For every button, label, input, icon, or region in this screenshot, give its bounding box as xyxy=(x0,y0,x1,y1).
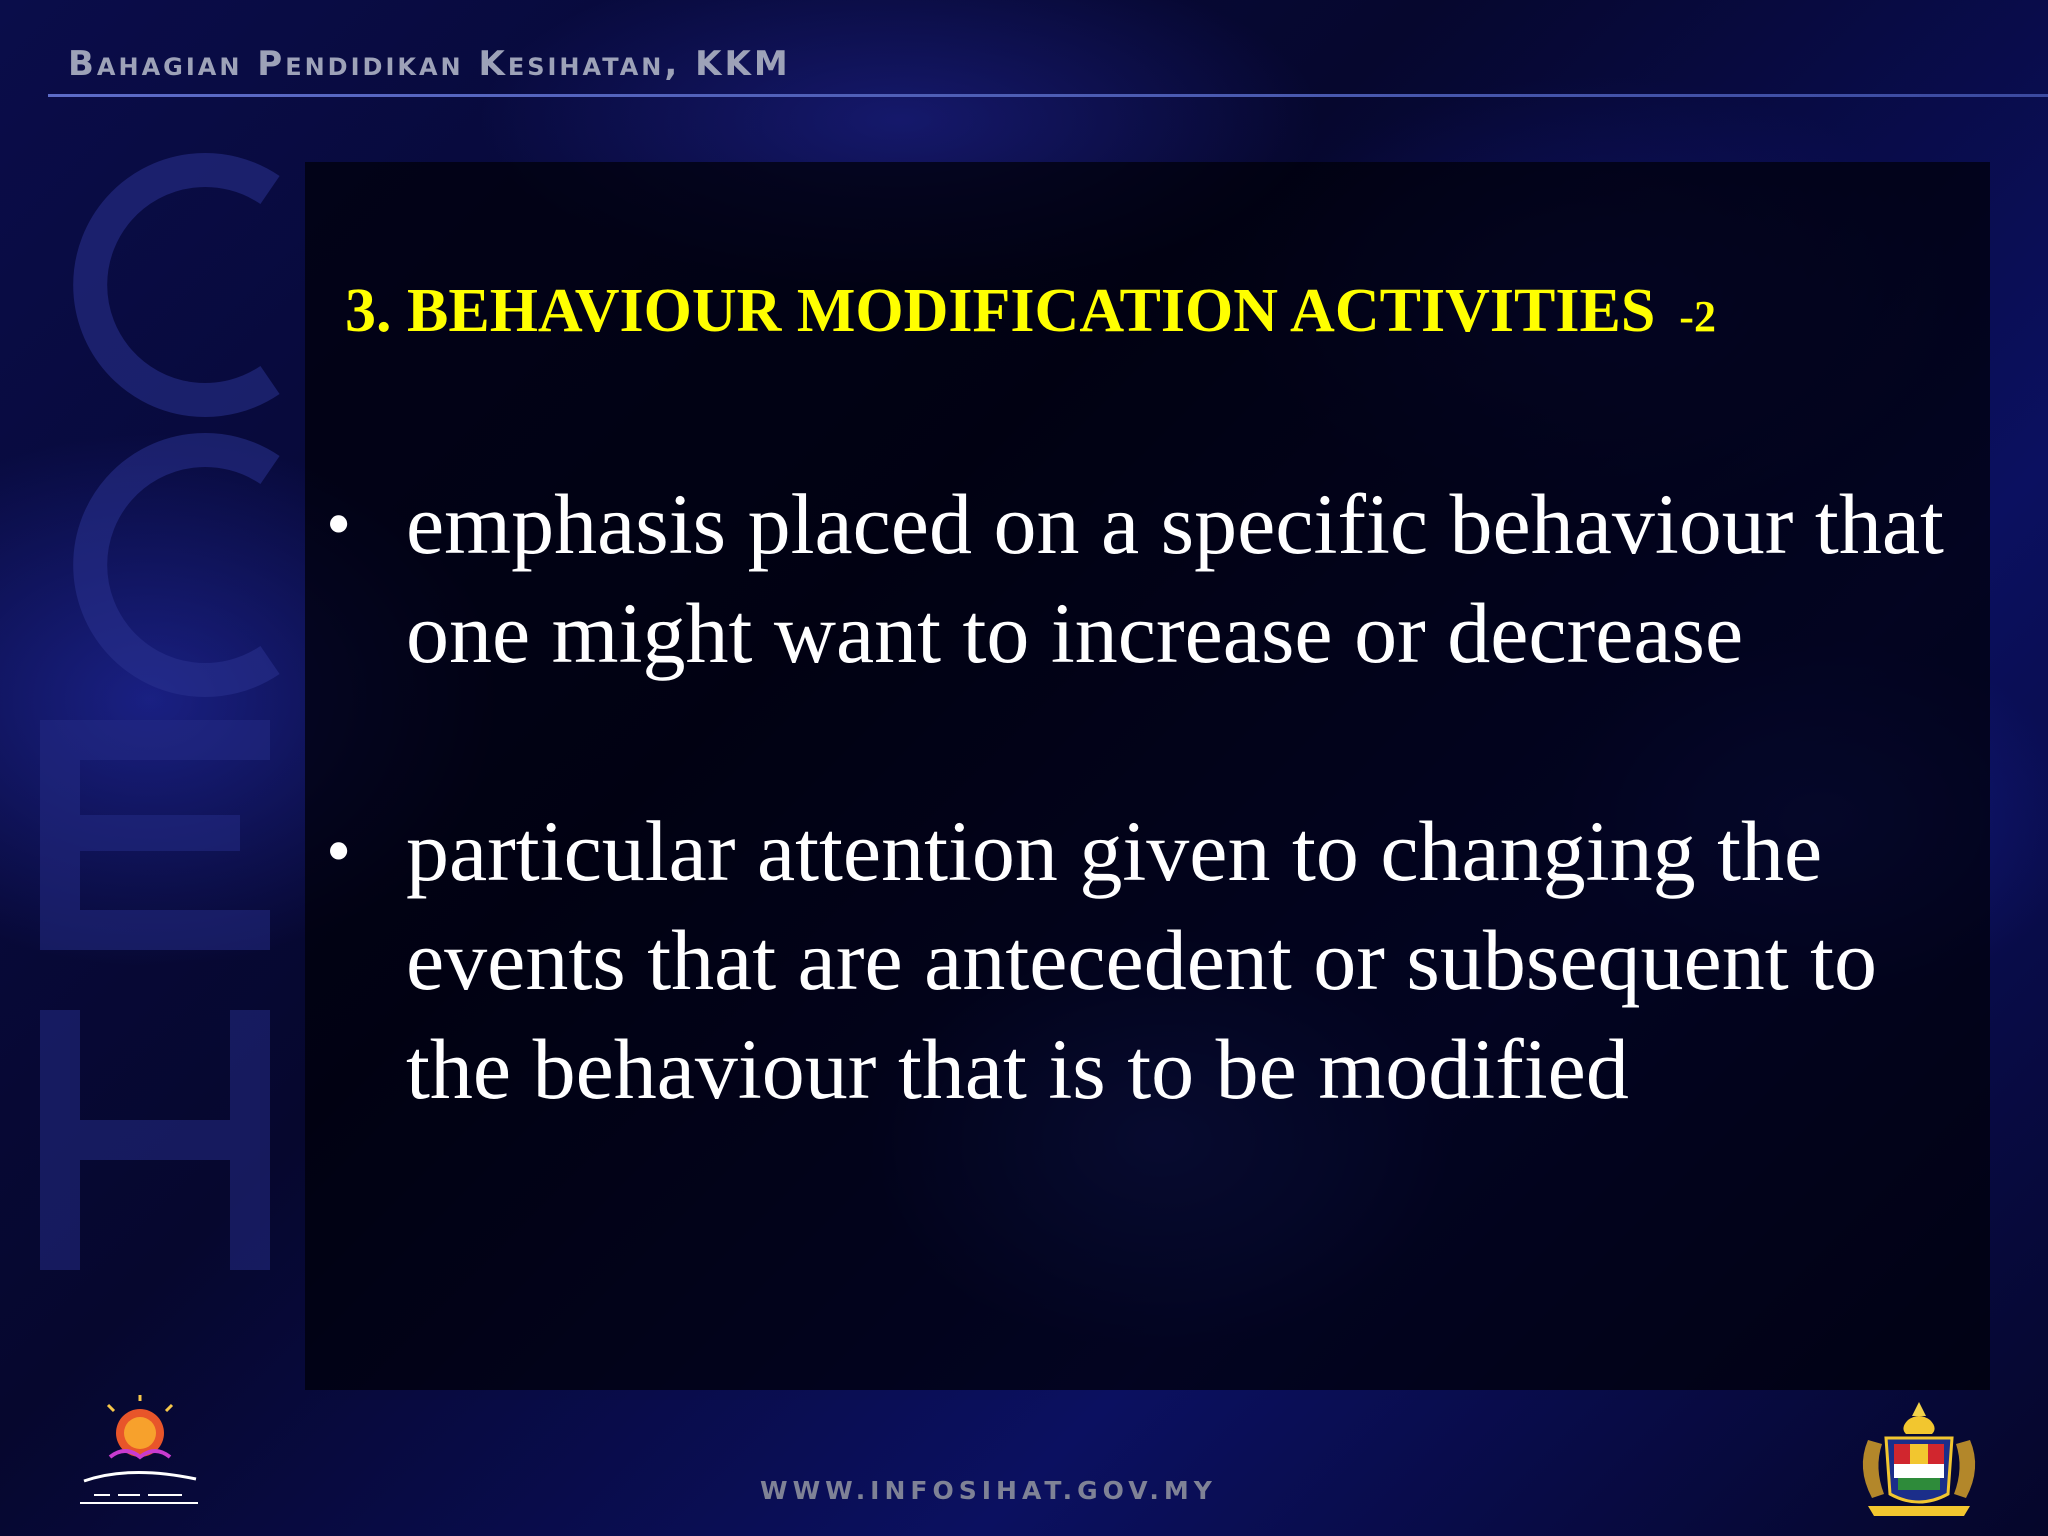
slide-title xyxy=(345,276,1716,347)
malaysia-coat-of-arms-icon xyxy=(1848,1398,1990,1520)
bullet-item xyxy=(326,797,1966,1124)
bullet-item xyxy=(326,470,1966,688)
bullet-text: emphasis placed on a specific behaviour that one might want to increase or decrease xyxy=(406,476,1944,681)
hecc-watermark-icon xyxy=(20,150,300,1300)
footer-website: WWW.INFOSIHAT.GOV.MY xyxy=(760,1476,1217,1505)
bullet-list xyxy=(326,470,1966,1233)
slide-title-main: 3. BEHAVIOUR MODIFICATION ACTIVITIES xyxy=(345,277,1656,345)
slide-title-suffix: -2 xyxy=(1679,292,1716,341)
bullet-icon: • xyxy=(326,484,352,564)
bullet-icon: • xyxy=(326,811,352,891)
header-organization: Bahagian Pendidikan Kesihatan, KKM xyxy=(68,44,791,84)
health-promotion-logo-icon xyxy=(70,1395,210,1515)
header-divider xyxy=(48,94,2048,97)
bullet-text: particular attention given to changing the events that are antecedent or subsequent to the behaviour that is to be modified xyxy=(406,803,1877,1117)
